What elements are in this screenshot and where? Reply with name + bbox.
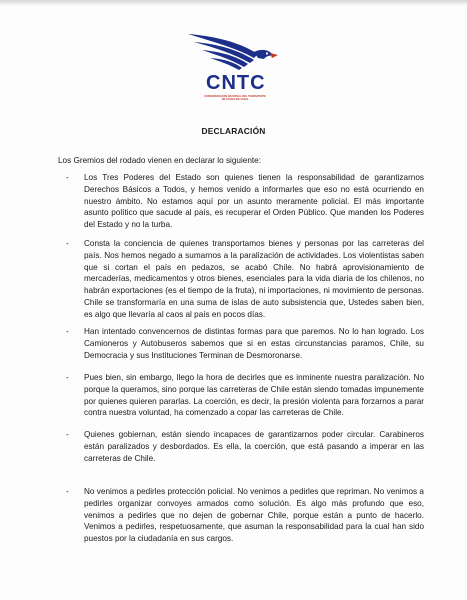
bullet-marker: - — [66, 173, 69, 182]
bullet-marker: - — [66, 373, 69, 382]
cntc-logo — [184, 28, 284, 108]
logo-wordmark: CNTC — [206, 72, 266, 94]
intro-paragraph: Los Gremios del rodado vienen en declarar lo siguiente: — [58, 156, 261, 165]
eagle-wing-icon — [184, 28, 284, 76]
page-edge-shadow — [0, 0, 467, 6]
bullet-marker: - — [66, 487, 69, 496]
bullet-marker: - — [66, 239, 69, 248]
document-title: DECLARACIÓN — [201, 126, 266, 136]
list-item-text: Han intentado convencernos de distintas formas para que paremos. No lo han logrado. Los Camioneros y Autobuseros sabemos que si en estas circunstancias paramos, Chile, su Democracia y sus Instituciones Terminan de Desmoronarse. — [84, 327, 424, 360]
list-item-text: Consta la conciencia de quienes transportamos bienes y personas por las carreteras del país. Nos hemos negado a sumarnos a la paralización de actividades. Los violentistas saben que si cortan el país en pedazos, se acabó Chile. No habrá aprovisionamiento de mercaderías, medicamentos y otros bienes, esenciales para la vida diaria de los chilenos, no habrán exportaciones (es el tiempo de la fruta), ni importaciones, ni movimiento de personas. Chile se transformaría en una suma de islas de auto subsistencia que, Ustedes saben bien, es algo que llevaría al caos al país en pocos días. — [84, 239, 424, 319]
bullet-marker: - — [66, 430, 69, 439]
list-item-text: Pues bien, sin embargo, llego la hora de decirles que es inminente nuestra paralización. No porque la queramos, sino porque las carreteras de Chile están siendo tomadas impunemente por quienes quieren pararlas. La coerción, es decir, la presión violenta para forzarnos a parar contra nuestra voluntad, ha comenzado a copar las carreteras de Chile. — [84, 373, 424, 418]
list-item-text: No venimos a pedirles protección policial. No venimos a pedirles que repriman. No venimos a pedirles organizar convoyes armados como solución. Es algo más profundo que eso, venimos a pedirles que no dejen de gobernar Chile, porque están a punto de hacerlo. Venimos a pedirles, respetuosamente, que asuman la responsabilidad para la cual han sido puestos por la ciudadanía en sus cargos. — [84, 487, 424, 544]
bullet-marker: - — [66, 327, 69, 336]
logo-subtitle: CONFEDERACIÓN NACIONAL DEL TRANSPORTE DE CARGA DE CHILE — [204, 95, 266, 102]
list-item-text: Los Tres Poderes del Estado son quienes tienen la responsabilidad de garantizarnos Derechos Básicos a Todos, y hemos venido a informarles que eso no está ocurriendo en nuestro ámbito. No estamos aquí por un asunto meramente policial. El más importante asunto político que sacude al país, es recuperar el Orden Público. Que manden los Poderes del Estado y no la turba. — [84, 173, 424, 230]
list-item-text: Quienes gobiernan, están siendo incapaces de garantizarnos poder circular. Carabineros están paralizados y desbordados. Es ella, la coerción, que está pasando a imperar en las carreteras de Chile. — [84, 430, 424, 463]
